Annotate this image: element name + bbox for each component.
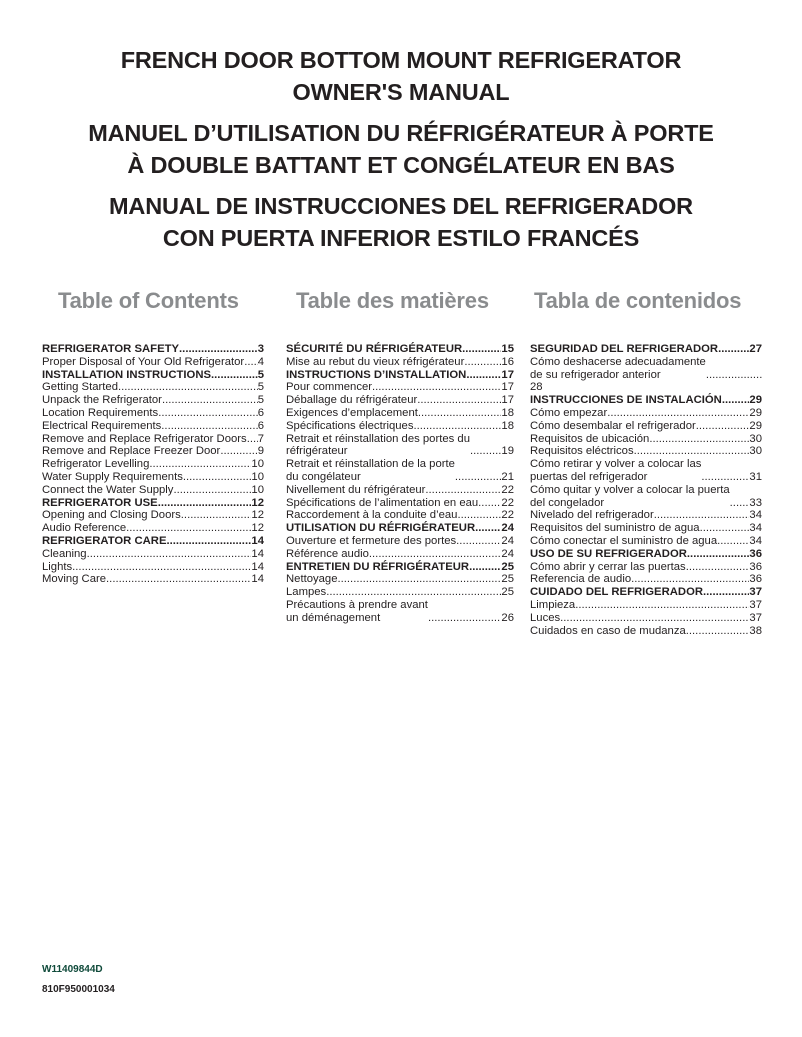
toc-entry-label: Nivelado del refrigerador [530,509,654,522]
toc-page-number: 30 [749,432,762,445]
toc-entry-label: INSTRUCCIONES DE INSTALACIÓN [530,394,722,407]
toc-page-number: 26 [501,611,514,624]
toc-entry-label: Location Requirements [42,406,159,419]
toc-heading-spanish: Tabla de contenidos [534,288,742,313]
toc-entry-label: Raccordement à la conduite d’eau [286,509,458,522]
toc-entry-link[interactable] [530,573,762,586]
toc-entry-label: REFRIGERATOR SAFETY [42,343,180,355]
toc-page-number: 34 [749,509,762,522]
dot-leader [417,394,501,407]
toc-entry-link[interactable] [530,599,762,612]
toc-page-number: 29 [749,406,762,419]
dot-leader [244,356,258,369]
dot-leader [654,509,750,522]
title-line: OWNER'S MANUAL [292,79,510,105]
dot-leader [173,484,251,497]
toc-page-number: 10 [251,470,264,483]
dot-leader [718,343,749,356]
dot-leader [700,522,750,535]
toc-entry-label: SÉCURITÉ DU RÉFRIGÉRATEUR [286,343,463,355]
toc-section-link[interactable] [286,561,514,574]
toc-entry-link[interactable] [42,522,264,535]
toc-page-number: 36 [749,547,762,560]
toc-entry-link[interactable] [530,356,762,394]
toc-entry-link[interactable] [530,535,762,548]
toc-entry-label: Luces [530,611,561,624]
dot-leader [247,433,258,446]
toc-section-link[interactable] [286,522,514,535]
dot-leader [126,522,251,535]
dot-leader [161,420,257,433]
toc-entry-link[interactable] [286,484,514,497]
toc-entry-link[interactable] [530,420,762,433]
toc-entry-label: Cleaning [42,547,87,560]
toc-entry-label: INSTRUCTIONS D’INSTALLATION [286,368,467,381]
toc-entry-label: Référence audio [286,547,369,560]
toc-page-number: 22 [501,509,514,522]
toc-entry-label: Mise au rebut du vieux réfrigérateur [286,355,465,368]
dot-leader [470,445,501,458]
toc-entry-label: Ouverture et fermeture des portes [286,534,457,547]
toc-page-number: 21 [501,470,514,483]
dot-leader [560,612,749,625]
toc-page-number: 29 [749,419,762,432]
dot-leader [181,509,252,522]
dot-leader [455,471,502,484]
toc-page-number: 38 [749,624,762,637]
dot-leader [418,407,502,420]
toc-entry-link[interactable] [286,573,514,586]
toc-entry-label: Cómo desembalar el refrigerador [530,419,696,432]
toc-page-number: 19 [501,445,514,458]
toc-page-number: 33 [749,496,762,509]
toc-entry-label: Cómo abrir y cerrar las puertas [530,560,686,573]
toc-entry-link[interactable] [286,497,514,510]
toc-page-number: 14 [251,547,264,560]
toc-page-number: 9 [257,445,264,458]
toc-entry-label: Lights [42,560,73,573]
toc-page-number: 12 [251,509,264,522]
title-line: CON PUERTA INFERIOR ESTILO FRANCÉS [162,225,640,251]
dot-leader [326,586,501,599]
dot-leader [338,573,502,586]
toc-page-number: 17 [501,381,514,394]
toc-heading-english: Table of Contents [58,288,239,313]
toc-entry-link[interactable] [42,394,264,407]
toc-page-number: 6 [257,406,264,419]
toc-entry-label: Cómo deshacerse adecuadamente de su refrigerador anterior [530,355,706,381]
toc-entry-link[interactable] [286,407,514,420]
dot-leader [686,561,750,574]
toc-entry-label: ENTRETIEN DU RÉFRIGÉRATEUR [286,560,470,573]
toc-page-number: 6 [257,419,264,432]
toc-entry-label: Requisitos del suministro de agua [530,522,700,535]
toc-entry-label: USO DE SU REFRIGERADOR [530,547,687,560]
toc-page-number: 10 [251,483,264,496]
toc-entry-label: Limpieza [530,598,576,611]
document-code: 810F950001034 [42,984,115,995]
toc-page-number: 12 [251,496,264,509]
toc-page-number: 22 [501,483,514,496]
dot-leader [457,509,501,522]
dot-leader [466,369,501,382]
toc-entry-label: Retrait et réinstallation de la porte du congélateur [286,458,455,483]
dot-leader [106,573,251,586]
toc-entry-label: Cuidados en caso de mudanza [530,624,686,637]
dot-leader [456,535,501,548]
toc-entry-label: Retrait et réinstallation des portes du réfrigérateur [286,432,470,458]
toc-entry-link[interactable] [286,381,514,394]
toc-page-number: 28 [530,381,543,394]
dot-leader [475,522,501,535]
toc-column-spanish [530,343,762,637]
dot-leader [72,561,251,574]
dot-leader [687,548,750,561]
dot-leader [717,535,749,548]
toc-entry-link[interactable] [42,548,264,561]
dot-leader [87,548,252,561]
dot-leader [722,394,750,407]
toc-entry-label: REFRIGERATOR USE [42,496,158,509]
toc-entry-label: Connect the Water Supply [42,483,174,496]
toc-entry-link[interactable] [42,561,264,574]
dot-leader [686,625,750,638]
dot-leader [158,497,252,510]
toc-entry-label: Getting Started [42,381,118,394]
toc-entry-link[interactable] [286,433,514,459]
toc-section-link[interactable] [530,548,762,561]
toc-page-number: 24 [501,522,514,535]
toc-section-link[interactable] [42,497,264,510]
toc-section-link[interactable] [286,369,514,382]
toc-entry-link[interactable] [286,420,514,433]
toc-entry-link[interactable] [530,561,762,574]
toc-page-number: 14 [251,573,264,586]
toc-entry-link[interactable] [42,573,264,586]
toc-page-number: 34 [749,534,762,547]
toc-entry-label: Cómo quitar y volver a colocar la puerta del congelador [530,483,730,509]
toc-page-number: 25 [501,560,514,573]
dot-leader [428,612,501,625]
dot-leader [696,420,750,433]
dot-leader [634,445,750,458]
toc-page-number: 17 [501,368,514,381]
dot-leader [730,497,750,510]
toc-page-number: 14 [251,534,264,547]
toc-section-link[interactable] [42,369,264,382]
toc-entry-label: Moving Care [42,573,107,586]
toc-entry-link[interactable] [42,420,264,433]
dot-leader [464,356,501,369]
toc-column-english [42,343,264,586]
toc-entry-link[interactable] [42,509,264,522]
toc-page-number: 15 [501,343,514,355]
toc-entry-link[interactable] [42,407,264,420]
toc-entry-label: Spécifications électriques [286,419,414,432]
toc-entry-link[interactable] [530,522,762,535]
toc-page-number: 14 [251,560,264,573]
toc-page-number: 25 [501,586,514,599]
toc-entry-link[interactable] [530,484,762,510]
toc-entry-label: Requisitos eléctricos [530,445,634,458]
toc-entry-label: Lampes [286,586,327,599]
toc-section-link[interactable] [286,343,514,356]
toc-entry-label: UTILISATION DU RÉFRIGÉRATEUR [286,522,476,535]
toc-entry-link[interactable] [286,599,514,625]
toc-entry-link[interactable] [286,586,514,599]
toc-entry-label: Unpack the Refrigerator [42,394,162,407]
toc-page-number: 22 [501,496,514,509]
toc-entry-label: Nivellement du réfrigérateur [286,483,426,496]
dot-leader [369,548,502,561]
toc-entry-label: Remove and Replace Freezer Door [42,445,221,458]
toc-page-number: 3 [257,343,264,355]
dot-leader [220,445,257,458]
toc-section-link[interactable] [42,343,264,356]
toc-entry-link[interactable] [286,548,514,561]
toc-entry-link[interactable] [286,394,514,407]
toc-page-number: 24 [501,547,514,560]
toc-page-number: 31 [749,470,762,483]
dot-leader [703,586,749,599]
toc-entry-link[interactable] [42,381,264,394]
toc-page-number: 7 [257,432,264,445]
dot-leader [162,394,258,407]
toc-entry-link[interactable] [530,625,762,638]
toc-entry-link[interactable] [286,458,514,484]
toc-page-number: 4 [257,355,264,368]
dot-leader [179,343,258,356]
dot-leader [631,573,749,586]
toc-section-link[interactable] [530,343,762,356]
toc-page-number: 37 [749,586,762,599]
dot-leader [701,471,749,484]
toc-page-number: 17 [501,394,514,407]
toc-entry-label: Refrigerator Levelling [42,458,150,471]
toc-page-number: 37 [749,611,762,624]
dot-leader [469,561,501,574]
title-spanish [0,190,802,254]
toc-entry-label: Referencia de audio [530,573,632,586]
toc-page-number: 16 [501,355,514,368]
toc-entry-link[interactable] [42,445,264,458]
dot-leader [372,381,501,394]
toc-entry-label: SEGURIDAD DEL REFRIGERADOR [530,343,719,355]
toc-entry-label: Opening and Closing Doors [42,509,181,522]
toc-entry-label: Pour commencer [286,381,373,394]
dot-leader [706,369,762,382]
toc-page-number: 36 [749,560,762,573]
toc-entry-label: Proper Disposal of Your Old Refrigerator [42,355,245,368]
toc-page-number: 24 [501,534,514,547]
toc-page-number: 5 [257,368,264,381]
dot-leader [425,484,501,497]
toc-page-number: 18 [501,406,514,419]
title-line: MANUEL D’UTILISATION DU RÉFRIGÉRATEUR À PORTE [88,120,714,146]
dot-leader [158,407,258,420]
toc-entry-label: Déballage du réfrigérateur [286,394,418,407]
toc-entry-label: Requisitos de ubicación [530,432,650,445]
dot-leader [211,369,258,382]
toc-page-number: 30 [749,445,762,458]
toc-entry-label: Cómo retirar y volver a colocar las puertas del refrigerador [530,458,702,483]
toc-entry-label: Cómo conectar el suministro de agua [530,534,718,547]
toc-page-number: 27 [749,343,762,355]
part-number: W11409844D [42,964,103,975]
dot-leader [607,407,749,420]
dot-leader [118,381,258,394]
dot-leader [649,433,749,446]
toc-page-number: 25 [501,573,514,586]
toc-entry-label: Nettoyage [286,573,338,586]
toc-entry-label: Exigences d’emplacement [286,406,418,419]
dot-leader [575,599,749,612]
title-line: MANUAL DE INSTRUCCIONES DEL REFRIGERADOR [109,193,693,219]
toc-heading-french: Table des matières [296,288,489,313]
toc-entry-label: Water Supply Requirements [42,470,183,483]
toc-entry-label: Cómo empezar [530,406,608,419]
title-line: À DOUBLE BATTANT ET CONGÉLATEUR EN BAS [127,152,675,178]
title-french [0,117,802,181]
toc-page-number: 18 [501,419,514,432]
toc-entry-link[interactable] [42,433,264,446]
dot-leader [462,343,501,356]
toc-page-number: 5 [257,394,264,407]
toc-entry-link[interactable] [530,445,762,458]
toc-entry-label: Audio Reference [42,522,127,535]
dot-leader [478,497,501,510]
toc-page-number: 34 [749,522,762,535]
toc-page-number: 12 [251,522,264,535]
toc-page-number: 5 [257,381,264,394]
toc-column-french [286,343,514,625]
toc-entry-link[interactable] [42,356,264,369]
toc-entry-label: Remove and Replace Refrigerator Doors [42,432,247,445]
toc-entry-link[interactable] [530,509,762,522]
toc-entry-label: Electrical Requirements [42,419,162,432]
toc-page-number: 29 [749,394,762,407]
toc-entry-link[interactable] [42,458,264,471]
dot-leader [166,535,251,548]
toc-entry-link[interactable] [286,535,514,548]
title-line: FRENCH DOOR BOTTOM MOUNT REFRIGERATOR [120,47,682,73]
toc-section-link[interactable] [42,535,264,548]
toc-entry-label: INSTALLATION INSTRUCTIONS [42,368,212,381]
toc-entry-label: CUIDADO DEL REFRIGERADOR [530,586,704,599]
toc-entry-link[interactable] [530,612,762,625]
dot-leader [149,458,251,471]
toc-entry-link[interactable] [530,407,762,420]
toc-entry-label: Précautions à prendre avant un déménagement [286,598,428,624]
toc-entry-link[interactable] [42,471,264,484]
title-english [0,44,802,108]
dot-leader [413,420,501,433]
toc-page-number: 36 [749,573,762,586]
toc-entry-link[interactable] [42,484,264,497]
toc-entry-link[interactable] [530,433,762,446]
toc-entry-link[interactable] [530,458,762,484]
toc-page-number: 10 [251,458,264,471]
toc-entry-link[interactable] [286,509,514,522]
toc-entry-label: REFRIGERATOR CARE [42,534,167,547]
dot-leader [183,471,252,484]
manual-titles [0,44,802,263]
toc-section-link[interactable] [530,586,762,599]
toc-page-number: 37 [749,598,762,611]
toc-entry-label: Spécifications de l’alimentation en eau [286,496,479,509]
toc-section-link[interactable] [530,394,762,407]
toc-entry-link[interactable] [286,356,514,369]
